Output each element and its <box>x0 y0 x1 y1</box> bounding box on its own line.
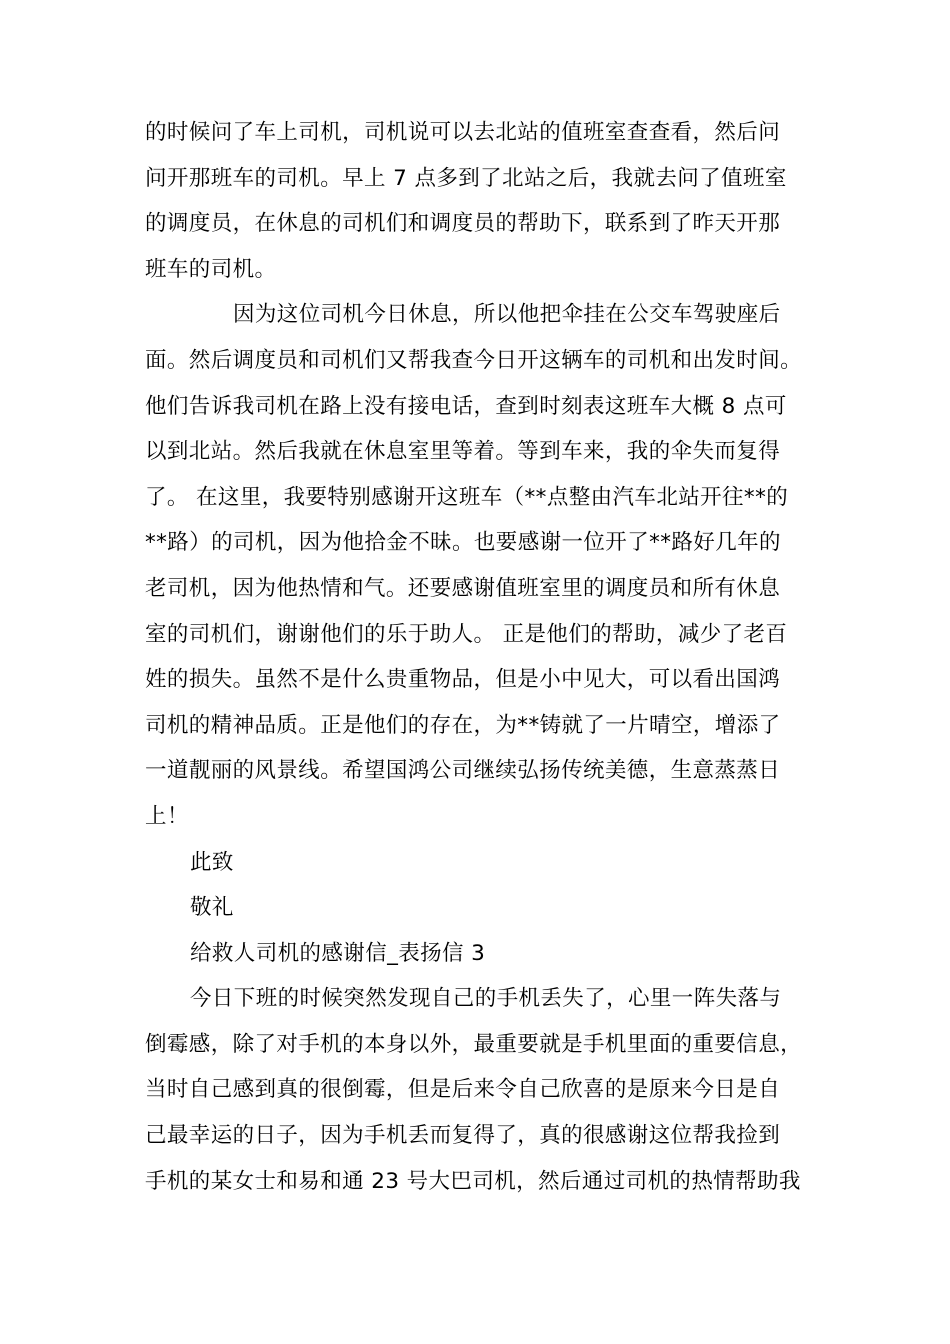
text-line: 姓的损失。虽然不是什么贵重物品，但是小中见大，可以看出国鸿 <box>145 667 781 693</box>
text-line: 的调度员，在休息的司机们和调度员的帮助下，联系到了昨天开那 <box>145 211 781 237</box>
text-line: 班车的司机。 <box>145 256 277 282</box>
text-line: 手机的某女士和易和通 23 号大巴司机，然后通过司机的热情帮助我 <box>145 1168 801 1194</box>
text-line: 老司机，因为他热情和气。还要感谢值班室里的调度员和所有休息 <box>145 575 781 601</box>
text-line: 当时自己感到真的很倒霉，但是后来令自己欣喜的是原来今日是自 <box>145 1077 781 1103</box>
document-page <box>145 110 825 1204</box>
text-line: 了。 在这里，我要特别感谢开这班车（**点整由汽车北站开往**的 <box>145 484 789 510</box>
text-line: 倒霉感，除了对手机的本身以外，最重要就是手机里面的重要信息， <box>145 1031 803 1057</box>
text-line: **路）的司机，因为他拾金不昧。也要感谢一位开了**路好几年的 <box>145 530 781 556</box>
text-line: 室的司机们，谢谢他们的乐于助人。 正是他们的帮助，减少了老百 <box>145 621 788 647</box>
text-line: 上！ <box>145 803 189 829</box>
closing-regards: 敬礼 <box>190 895 234 921</box>
text-line: 他们告诉我司机在路上没有接电话，查到时刻表这班车大概 8 点可 <box>145 393 787 419</box>
text-line: 一道靓丽的风景线。希望国鸿公司继续弘扬传统美德，生意蒸蒸日 <box>145 758 781 784</box>
paragraph-start-line: 今日下班的时候突然发现自己的手机丢失了，心里一阵失落与 <box>190 986 782 1012</box>
text-line: 以到北站。然后我就在休息室里等着。等到车来，我的伞失而复得 <box>145 439 781 465</box>
text-line: 己最幸运的日子，因为手机丢而复得了，真的很感谢这位帮我捡到 <box>145 1123 781 1149</box>
text-line: 面。然后调度员和司机们又帮我查今日开这辆车的司机和出发时间。 <box>145 347 803 373</box>
text-line: 的时候问了车上司机，司机说可以去北站的值班室查查看，然后问 <box>145 120 781 145</box>
text-line: 问开那班车的司机。早上 7 点多到了北站之后，我就去问了值班室 <box>145 165 787 191</box>
paragraph-start-line: 因为这位司机今日休息，所以他把伞挂在公交车驾驶座后 <box>233 302 781 328</box>
closing-salutation: 此致 <box>190 849 234 875</box>
section-title: 给救人司机的感谢信_表扬信 3 <box>190 940 486 966</box>
text-line: 司机的精神品质。正是他们的存在，为**铸就了一片晴空，增添了 <box>145 712 781 738</box>
